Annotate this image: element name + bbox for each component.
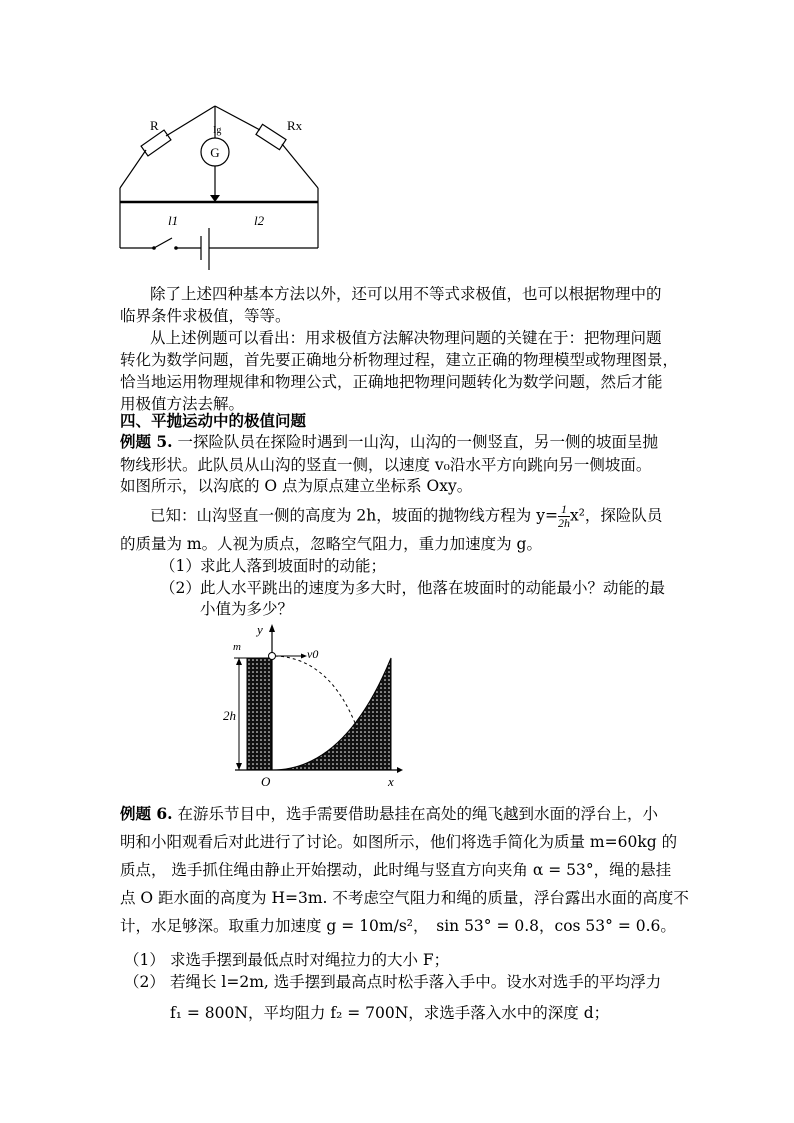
example-6-line-3: 质点， 选手抓住绳由静止开始摆动，此时绳与竖直方向夹角 α = 53°，绳的悬挂 [120, 861, 672, 879]
example-5-given-b: x²，探险队员 [569, 506, 663, 525]
fraction-denominator: 2h [557, 516, 570, 530]
example-5-line-2: 物线形状。此队员从山沟的竖直一侧，以速度 v₀沿水平方向跳向另一侧坡面。 [120, 456, 652, 474]
example-5-q2-text-2: 小值为多少？ [200, 600, 294, 618]
label-2h: 2h [223, 708, 236, 723]
example-6-text-1: 在游乐节目中，选手需要借助悬挂在高处的绳飞越到水面的浮台上，小 [177, 805, 659, 823]
label-v0: v0 [307, 647, 319, 661]
example-5-text-1: 一探险队员在探险时遇到一山沟，山沟的一侧竖直，另一侧的坡面呈抛 [177, 433, 659, 451]
example-5-line-5: 的质量为 m。人视为质点，忽略空气阻力，重力加速度为 g。 [120, 535, 542, 553]
bridge-circuit-diagram [110, 100, 330, 275]
trajectory-dashed [275, 656, 357, 728]
example-6-q1-text: 求选手摆到最低点时对绳拉力的大小 F； [170, 951, 450, 969]
example-5-q1-number: （1） [160, 557, 201, 575]
example-6-label: 例题 6. [120, 804, 173, 823]
label-rx: Rx [287, 118, 303, 133]
example-6-q2-number: （2） [124, 973, 165, 991]
paragraph-2-line-3: 恰当地运用物理规律和物理公式，正确地把物理问题转化为数学问题，然后才能 [120, 373, 663, 391]
example-6-q2-text-1: 若绳长 l=2m, 选手摆到最高点时松手落入手中。设水对选手的平均浮力 [170, 973, 662, 991]
example-6-line-1 [120, 804, 658, 824]
label-r: R [150, 118, 159, 133]
paragraph-2-line-2: 转化为数学问题，首先要正确地分析物理过程，建立正确的物理模型或物理图景， [120, 351, 679, 369]
example-6-q1-number: （1） [124, 951, 165, 969]
label-y: y [257, 622, 263, 637]
example-5-line-3: 如图所示，以沟底的 O 点为原点建立坐标系 Oxy。 [120, 477, 473, 495]
example-5-label: 例题 5. [120, 432, 173, 451]
example-6-line-5: 计，水足够深。取重力加速度 g = 10m/s²， sin 53° = 0.8，cos 53° = 0.6。 [120, 917, 676, 935]
label-ig: Ig [213, 125, 222, 136]
parabola-fraction [558, 503, 570, 530]
example-5-q2-text-1: 此人水平跳出的速度为多大时，他落在坡面时的动能最小？动能的最 [200, 579, 666, 597]
example-6-line-4: 点 O 距水面的高度为 H=3m. 不考虑空气阻力和绳的质量，浮台露出水面的高度不 [120, 889, 689, 907]
fraction-numerator: 1 [558, 503, 570, 517]
paragraph-1-line-2: 临界条件求极值，等等。 [120, 307, 291, 325]
example-5-given [150, 503, 662, 530]
label-l1: l1 [168, 213, 179, 228]
paragraph-2-line-4: 用极值方法去解。 [120, 395, 245, 413]
example-5-given-a: 已知：山沟竖直一侧的高度为 2h，坡面的抛物线方程为 y= [150, 506, 558, 525]
example-6-q2-text-2: f₁ = 800N，平均阻力 f₂ = 700N，求选手落入水中的深度 d； [170, 1004, 610, 1022]
ravine-parabola-figure [215, 618, 405, 790]
parabola-slope [272, 658, 391, 770]
galvanometer-g: G [210, 145, 220, 160]
jumper-point [269, 653, 276, 660]
example-5-line-1 [120, 432, 658, 452]
label-x: x [388, 774, 394, 789]
example-5-q1-text: 求此人落到坡面时的动能； [200, 557, 387, 575]
label-m: m [233, 641, 241, 653]
section-heading: 四、平抛运动中的极值问题 [120, 411, 307, 430]
label-l2: l2 [254, 213, 265, 228]
label-origin: O [261, 774, 271, 789]
example-6-line-2: 明和小阳观看后对此进行了讨论。如图所示，他们将选手简化为质量 m=60kg 的 [120, 833, 678, 851]
paragraph-1-line-1: 除了上述四种基本方法以外，还可以用不等式求极值，也可以根据物理中的 [150, 285, 662, 303]
example-5-q2-number: （2） [160, 579, 201, 597]
paragraph-2-line-1: 从上述例题可以看出：用求极值方法解决物理问题的关键在于：把物理问题 [150, 329, 662, 347]
cliff-block [247, 658, 272, 770]
